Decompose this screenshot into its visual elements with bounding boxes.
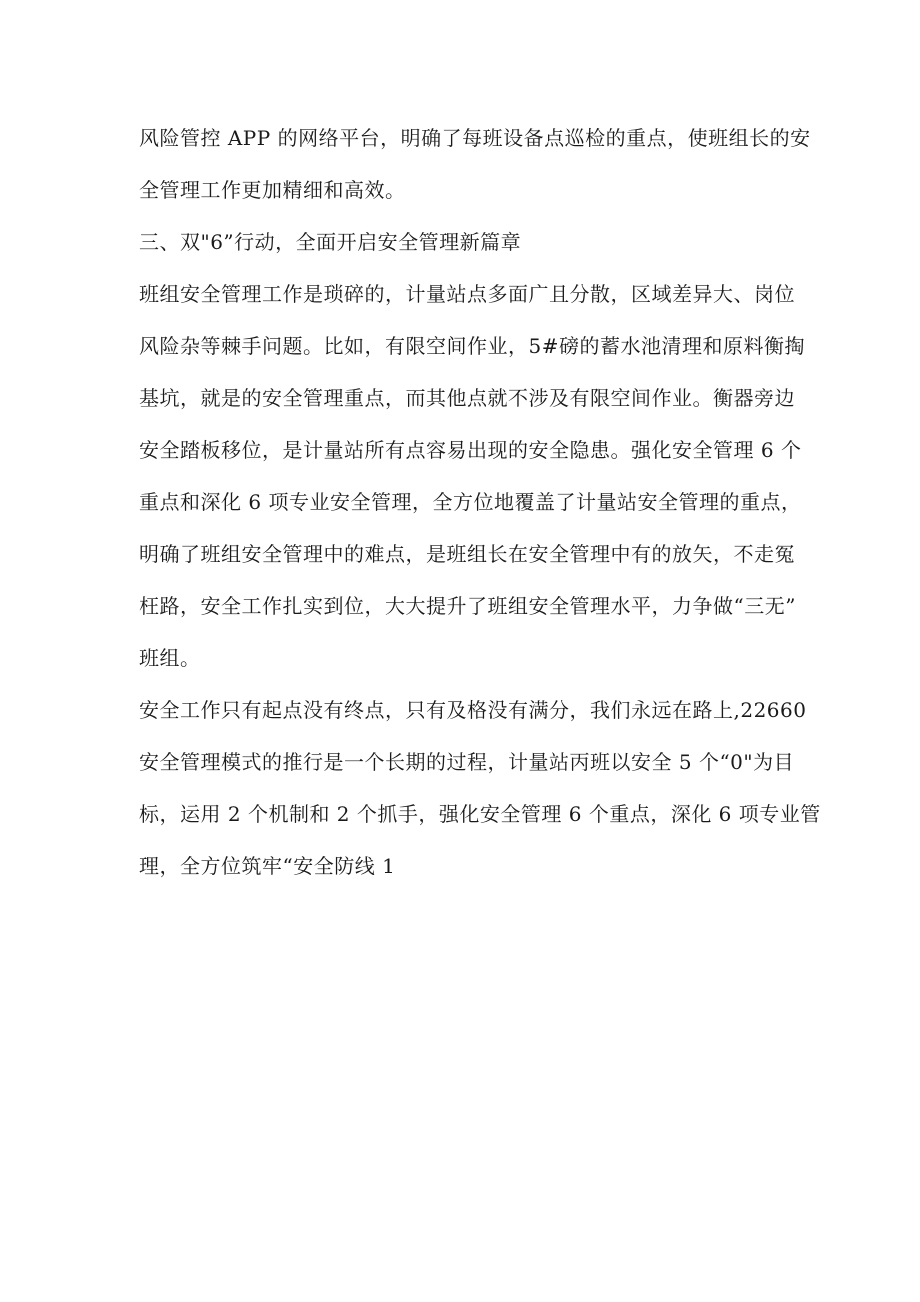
paragraph-conclusion [139,684,821,892]
text-line: 重点和深化 6 项专业安全管理，全方位地覆盖了计量站安全管理的重点， [139,490,802,514]
section-heading [139,216,789,268]
paragraph-intro-continuation [139,112,811,216]
text-line: 安全管理模式的推行是一个长期的过程，计量站丙班以安全 5 个“0"为目 [139,750,795,774]
document-body [139,112,821,892]
text-line: 理，全方位筑牢“安全防线 1 [139,854,396,878]
text-line: 风险管控 APP 的网络平台，明确了每班设备点巡检的重点，使班组长的安 [139,126,811,150]
text-line: 标，运用 2 个机制和 2 个抓手，强化安全管理 6 个重点，深化 6 项专业管 [139,802,821,826]
text-line: 基坑，就是的安全管理重点，而其他点就不涉及有限空间作业。衡器旁边 [139,386,795,410]
text-line: 全管理工作更加精细和高效。 [139,178,406,202]
text-line: 明确了班组安全管理中的难点，是班组长在安全管理中有的放矢，不走冤 [139,542,795,566]
text-line: 枉路，安全工作扎实到位，大大提升了班组安全管理水平，力争做“三无” [139,594,796,618]
text-line: 班组。 [139,646,201,670]
text-line: 风险杂等棘手问题。比如，有限空间作业，5#磅的蓄水池清理和原料衡掏 [139,334,805,358]
heading-line: 三、双"6”行动，全面开启安全管理新篇章 [139,230,522,254]
text-line: 安全工作只有起点没有终点，只有及格没有满分，我们永远在路上,22660 [139,698,807,722]
text-line: 安全踏板移位，是计量站所有点容易出现的安全隐患。强化安全管理 6 个 [139,438,802,462]
text-line: 班组安全管理工作是琐碎的，计量站点多面广且分散，区域差异大、岗位 [139,282,795,306]
paragraph-team-safety [139,268,805,684]
